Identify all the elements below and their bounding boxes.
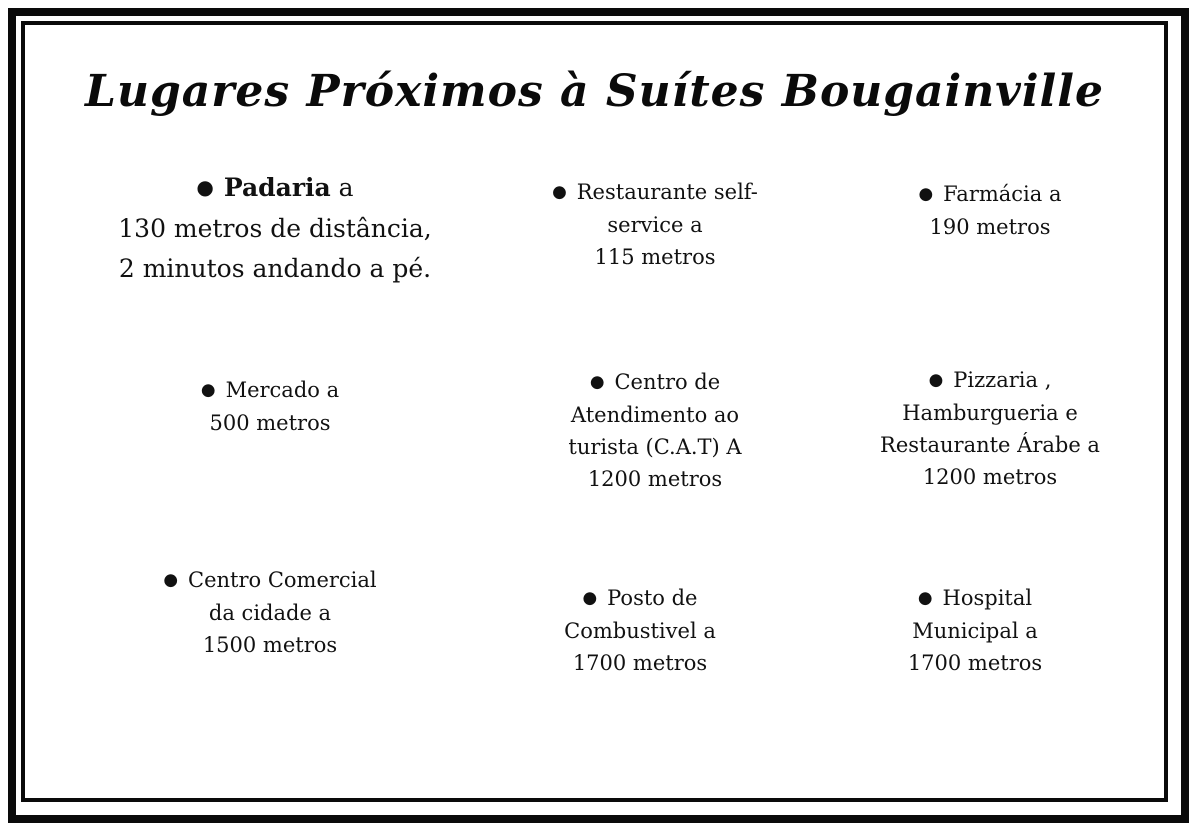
place-text: a: [330, 173, 354, 202]
place-posto-combustivel: [510, 582, 770, 679]
place-line: 1700 metros: [907, 651, 1043, 675]
place-line: [135, 564, 405, 597]
place-line: [510, 366, 800, 399]
place-centro-atendimento-turista: [510, 366, 800, 495]
bullet-icon: ●: [196, 175, 214, 199]
place-farmacia: [870, 178, 1110, 243]
bullet-icon: ●: [917, 587, 933, 607]
place-mercado: [150, 374, 390, 439]
place-text: Hospital: [942, 586, 1033, 610]
place-line: [515, 176, 795, 209]
place-line: Combustivel a: [564, 619, 716, 643]
bullet-icon: ●: [918, 183, 934, 203]
place-restaurante-self-service: [515, 176, 795, 273]
bullet-icon: ●: [582, 587, 598, 607]
place-padaria: [95, 168, 455, 289]
place-text: Restaurante self-: [576, 180, 758, 204]
place-text: Centro de: [614, 370, 721, 394]
bullet-icon: ●: [552, 181, 567, 201]
place-line: 115 metros: [594, 245, 716, 269]
bullet-icon: ●: [589, 371, 605, 391]
bullet-icon: ●: [928, 369, 944, 389]
place-line: Municipal a: [912, 619, 1038, 643]
place-line: [510, 582, 770, 615]
place-line: turista (C.A.T) A: [568, 435, 742, 459]
place-text: Mercado a: [225, 378, 340, 402]
place-line: [870, 178, 1110, 211]
place-line: 1200 metros: [587, 467, 723, 491]
place-line: service a: [607, 213, 703, 237]
place-line: 1700 metros: [572, 651, 708, 675]
place-line: [855, 582, 1095, 615]
bullet-icon: ●: [163, 569, 179, 589]
place-line: 1200 metros: [922, 465, 1058, 489]
place-line: 1500 metros: [202, 633, 338, 657]
place-text: Pizzaria ,: [953, 368, 1052, 392]
place-line: da cidade a: [208, 601, 332, 625]
place-line: Restaurante Árabe a: [880, 433, 1100, 457]
place-line: [95, 168, 455, 209]
place-pizzaria: [855, 364, 1125, 493]
place-text: Centro Comercial: [188, 568, 377, 592]
place-line: 500 metros: [209, 411, 331, 435]
place-line: [855, 364, 1125, 397]
page-title: Lugares Próximos à Suítes Bougainville: [85, 66, 1104, 117]
bullet-icon: ●: [200, 379, 216, 399]
place-line: 130 metros de distância,: [118, 214, 432, 243]
place-text: Posto de: [607, 586, 698, 610]
place-line: [150, 374, 390, 407]
place-text: Farmácia a: [943, 182, 1062, 206]
place-name: Padaria: [223, 173, 331, 202]
place-line: Hamburgueria e: [902, 401, 1078, 425]
place-hospital: [855, 582, 1095, 679]
place-line: 2 minutos andando a pé.: [118, 254, 432, 283]
place-line: 190 metros: [929, 215, 1051, 239]
place-line: Atendimento ao: [570, 403, 740, 427]
place-centro-comercial: [135, 564, 405, 661]
